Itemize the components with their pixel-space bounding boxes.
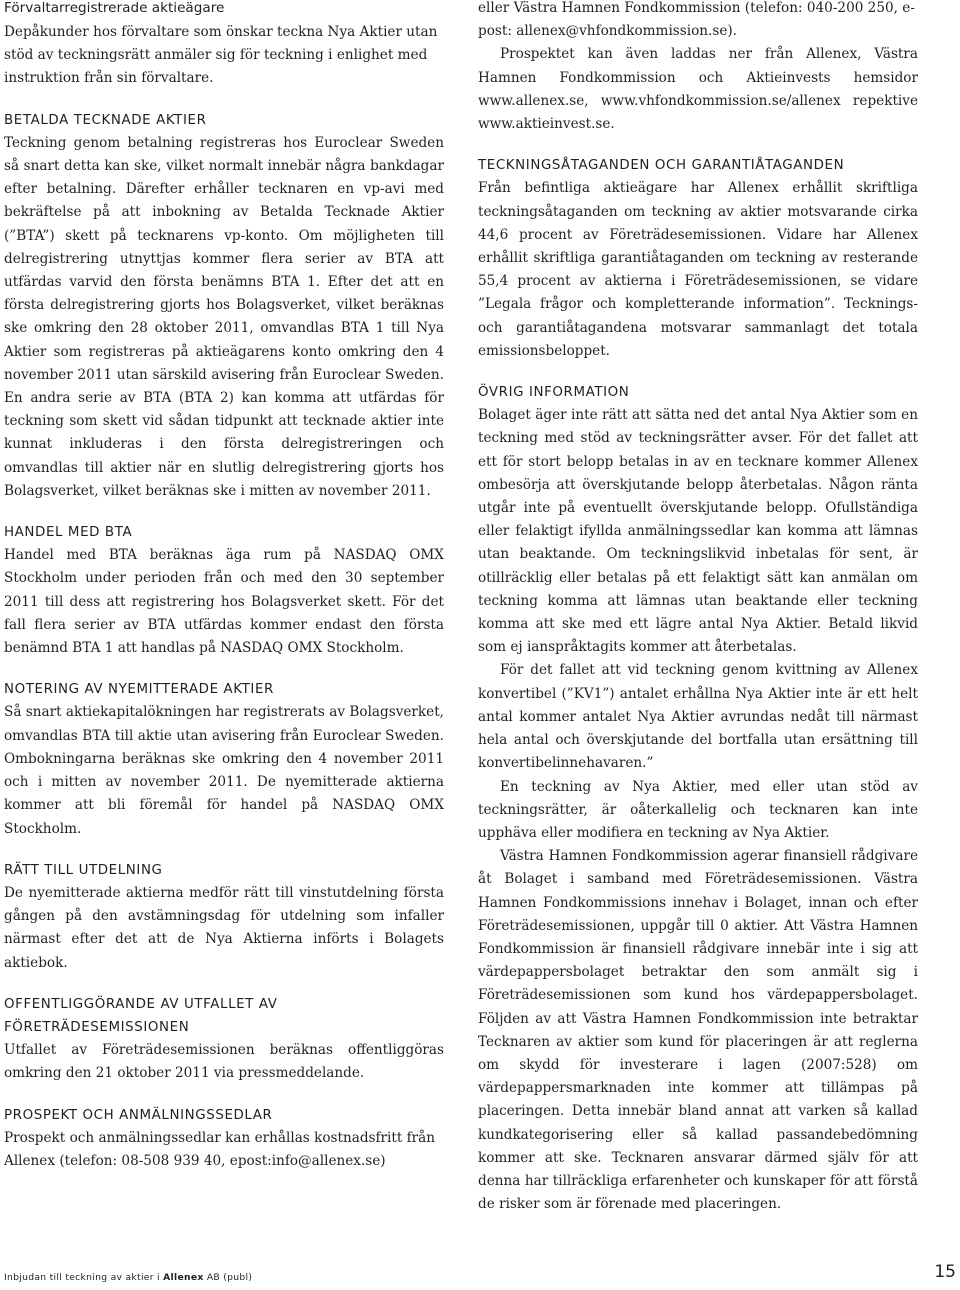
- paragraph: Så snart aktiekapitalökningen har registrerats av Bolagsverket, omvandlas BTA till aktie utan avisering från Euroclear Sweden. Ombokningarna beräknas ske omkring den 4 november 2011 och i mitten av november 2011. De nyemitterade aktierna kommer att bli föremål för handel på NASDAQ OMX Stockholm.: [4, 704, 444, 837]
- section-ovrig-information: [478, 381, 918, 1216]
- page-number: 15: [934, 1262, 956, 1282]
- paragraph: En teckning av Nya Aktier, med eller utan stöd av teckningsrätter, är oåterkallelig och tecknaren kan inte upphäva eller modifiera en teckning av Nya Aktier.: [478, 778, 918, 841]
- section-teckningsataganden: [478, 154, 918, 363]
- section-forvaltarregistrerade: [4, 0, 444, 91]
- left-column: [4, 0, 444, 1173]
- paragraph: eller Västra Hamnen Fondkommission (telefon: 040-200 250, e-post: allenex@vhfondkommission.se).: [478, 0, 915, 40]
- footer-brand: Allenex: [163, 1272, 204, 1283]
- section-heading: TECKNINGSÅTAGANDEN OCH GARANTIÅTAGANDEN: [478, 158, 845, 174]
- section-heading: NOTERING AV NYEMITTERADE AKTIER: [4, 682, 274, 698]
- section-offentliggorande: [4, 993, 444, 1086]
- paragraph: För det fallet att vid teckning genom kvittning av Allenex konvertibel (”KV1”) antalet erhållna Nya Aktier inte är ett helt antal kommer antalet Nya Aktier avrundas nedåt till närmast hela antal och överskjutande del bortfalla utan ersättning till konvertibelinnehavaren.”: [478, 662, 918, 772]
- section-heading: ÖVRIG INFORMATION: [478, 385, 630, 401]
- page-footer: [4, 1272, 252, 1283]
- section-heading: PROSPEKT OCH ANMÄLNINGSSEDLAR: [4, 1107, 273, 1123]
- paragraph: De nyemitterade aktierna medför rätt till vinstutdelning första gången på den avstämningsdag för utdelning som infaller närmast efter det att de Nya Aktierna införts i Bolagets aktiebok.: [4, 884, 444, 971]
- paragraph: Depåkunder hos förvaltare som önskar teckna Nya Aktier utan stöd av teckningsrätt anmäler sig för teckning i enlighet med instruktion från sin förvaltare.: [4, 24, 438, 87]
- footer-text: Inbjudan till teckning av aktier i: [4, 1272, 160, 1283]
- section-heading: BETALDA TECKNADE AKTIER: [4, 112, 207, 128]
- section-ratt-till-utdelning: [4, 859, 444, 975]
- section-betalda-tecknade-aktier: [4, 109, 444, 503]
- section-notering: [4, 678, 444, 840]
- footer-suffix: AB (publ): [206, 1272, 253, 1283]
- section-prospekt: [4, 1104, 444, 1174]
- paragraph: Teckning genom betalning registreras hos Euroclear Sweden så snart detta kan ske, vilket normalt innebär några bankdagar efter betalning. Därefter erhåller tecknaren en vp-avi med bekräftelse på att inbokning av Betalda Tecknade Aktier (”BTA”) skett på tecknarens vp-konto. Om möjligheten till delregistrering utnyttjas kommer flera serier av BTA att utfärdas varvid den första benämns BTA 1. Efter det att en första delregistrering gjorts hos Bolagsverket, vilket beräknas ske omkring den 28 oktober 2011, omvandlas BTA 1 till Nya Aktier som registreras på aktieägarens konto omkring den 4 november 2011 utan särskild avisering från Euroclear Sweden. En andra serie av BTA (BTA 2) kan komma att utfärdas för teckning som skett vid sådan tidpunkt att tecknade aktier inte kunnat inkluderas i den första delregistreringen och omvandlas till aktier när en slutlig delregistrering gjorts hos Bolagsverket, vilket beräknas ske i mitten av november 2011.: [4, 134, 444, 499]
- section-handel-med-bta: [4, 521, 444, 660]
- paragraph: Från befintliga aktieägare har Allenex erhållit skriftliga teckningsåtaganden om teckning av aktier motsvarande cirka 44,6 procent av Företrädesemissionen. Vidare har Allenex erhållit skriftliga garantiåtaganden om teckning av resterande 55,4 procent av aktierna i Företrädesemissionen, se vidare ”Legala frågor och kompletterande information”. Tecknings- och garantiåtagandena motsvarar sammanlagt det totala emissionsbeloppet.: [478, 180, 918, 359]
- paragraph: Prospekt och anmälningssedlar kan erhållas kostnadsfritt från Allenex (telefon: 08-508 939 40, epost:info@allenex.se): [4, 1129, 436, 1169]
- right-column: [478, 0, 918, 1216]
- paragraph: Prospektet kan även laddas ner från Allenex, Västra Hamnen Fondkommission och Aktieinvests hemsidor www.allenex.se, www.vhfondkommission.se/allenex repektive www.aktieinvest.se.: [478, 46, 918, 133]
- paragraph: Bolaget äger inte rätt att sätta ned det antal Nya Aktier som en teckning med stöd av teckningsrätter avser. För det fallet att ett för stort belopp betalas in av en tecknare kommer Allenex ombesörja att överskjutande belopp återbetalas. Någon ränta utgår inte på eventuellt överskjutande belopp. Ofullständiga eller felaktigt ifyllda anmälningssedlar kan komma att lämnas utan beaktande. Om teckningslikvid inbetalas för sent, är otillräcklig eller betalas på ett felaktigt sätt kan anmälan om teckning komma att lämnas utan beaktande eller teckning komma att ske med ett lägre antal Nya Aktier. Betald likvid som ej ianspråktagits kommer att återbetalas.: [478, 407, 918, 656]
- section-heading: HANDEL MED BTA: [4, 525, 133, 541]
- section-heading: RÄTT TILL UTDELNING: [4, 862, 163, 878]
- section-heading: OFFENTLIGGÖRANDE AV UTFALLET AV FÖRETRÄDESEMISSIONEN: [4, 996, 278, 1035]
- paragraph: Utfallet av Företrädesemissionen beräknas offentliggöras omkring den 21 oktober 2011 via pressmeddelande.: [4, 1042, 444, 1082]
- paragraph: Västra Hamnen Fondkommission agerar finansiell rådgivare åt Bolaget i samband med Företrädesemissionen. Västra Hamnen Fondkommissions innehav i Bolaget, innan och efter Företrädesemissionen, uppgår till 0 aktier. Att Västra Hamnen Fondkommission är finansiell rådgivare innebär inte i sig att värdepappersbolaget betraktar den som anmält sig i Företrädesemissionen som kund hos värdepappersbolaget. Följden av att Västra Hamnen Fondkommission inte betraktar Tecknaren av aktier som kund för placeringen är att reglerna om skydd för investerare i lagen (2007:528) om värdepappersmarknaden inte kommer att tillämpas på placeringen. Detta innebär bland annat att varken så kallad kundkategorisering eller så kallad passandebedömning kommer att ske. Tecknaren ansvarar därmed själv för att denna har tillräckliga erfarenheter och kunskaper för att förstå de risker som är förenade med placeringen.: [478, 848, 918, 1213]
- section-heading: Förvaltarregistrerade aktieägare: [4, 0, 225, 16]
- section-prospekt-continued: [478, 0, 918, 136]
- paragraph: Handel med BTA beräknas äga rum på NASDAQ OMX Stockholm under perioden från och med den 30 september 2011 till dess att registrering hos Bolagsverket skett. För det fall flera serier av BTA utfärdas kommer endast den första benämnd BTA 1 att handlas på NASDAQ OMX Stockholm.: [4, 547, 444, 657]
